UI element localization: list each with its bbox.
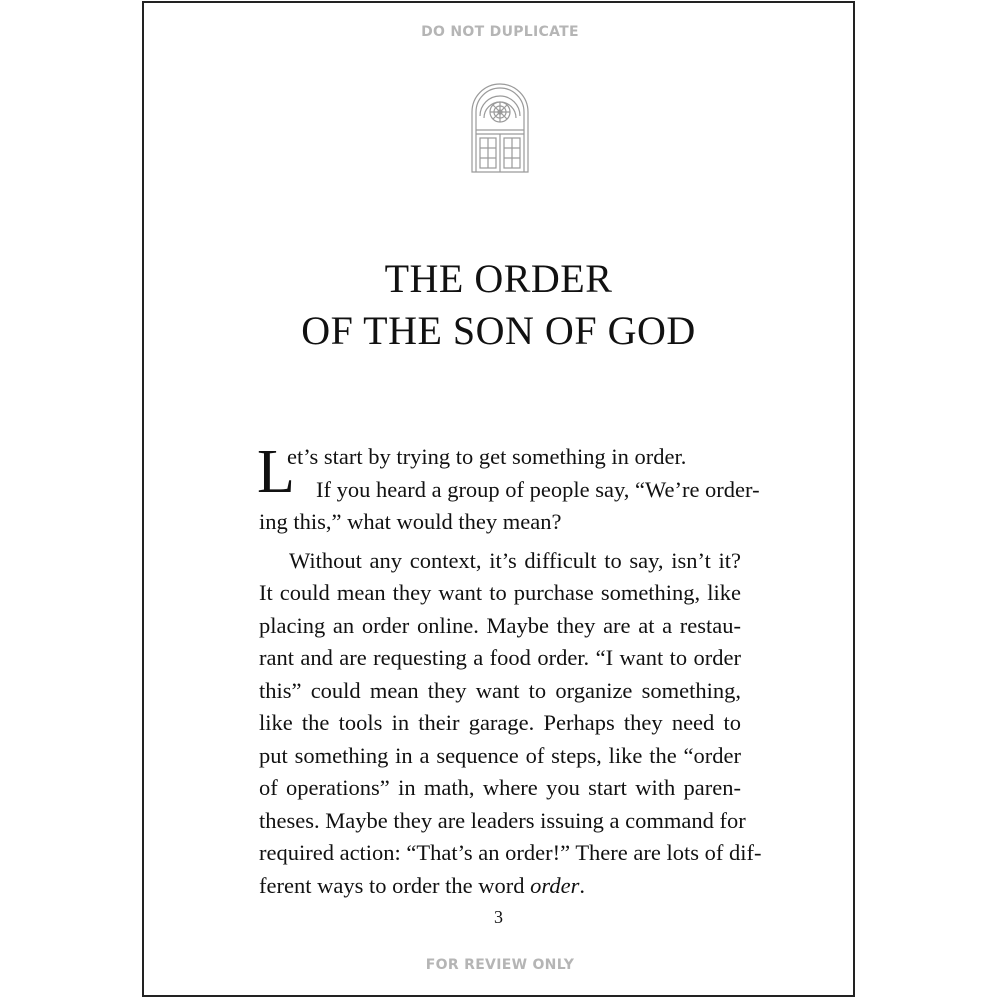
chapter-title-line-2: OF THE SON OF GOD <box>301 308 696 353</box>
chapter-title-line-1: THE ORDER <box>384 256 613 301</box>
body-line: ferent ways to order the word order. <box>259 872 585 898</box>
page-number: 3 <box>494 907 503 927</box>
body-line: theses. Maybe they are leaders issuing a command for <box>259 807 746 833</box>
watermark-bottom: FOR REVIEW ONLY <box>425 957 575 973</box>
body-line: required action: “That’s an order!” There are lots of dif- <box>259 840 762 865</box>
body-line: like the tools in their garage. Perhaps they need to <box>259 710 741 735</box>
drop-cap: L <box>257 438 295 506</box>
body-line: put something in a sequence of steps, like the “order <box>259 742 741 768</box>
italic-word: order <box>530 872 580 898</box>
body-line: If you heard a group of people say, “We’re order- <box>316 476 760 502</box>
body-text <box>257 438 762 902</box>
body-line: rant and are requesting a food order. “I want to order <box>259 645 741 670</box>
body-line: placing an order online. Maybe they are at a restau- <box>259 612 741 638</box>
arched-window-icon <box>470 82 530 174</box>
body-line: Without any context, it’s difficult to say, isn’t it? <box>289 547 741 573</box>
body-line: It could mean they want to purchase something, like <box>259 580 741 605</box>
watermark-top: DO NOT DUPLICATE <box>421 24 579 40</box>
body-line: ing this,” what would they mean? <box>259 509 562 534</box>
body-line: L et’s start by trying to get something in order. <box>257 438 687 506</box>
body-line: this” could mean they want to organize something, <box>259 677 741 703</box>
body-line: of operations” in math, where you start with paren- <box>259 775 741 800</box>
